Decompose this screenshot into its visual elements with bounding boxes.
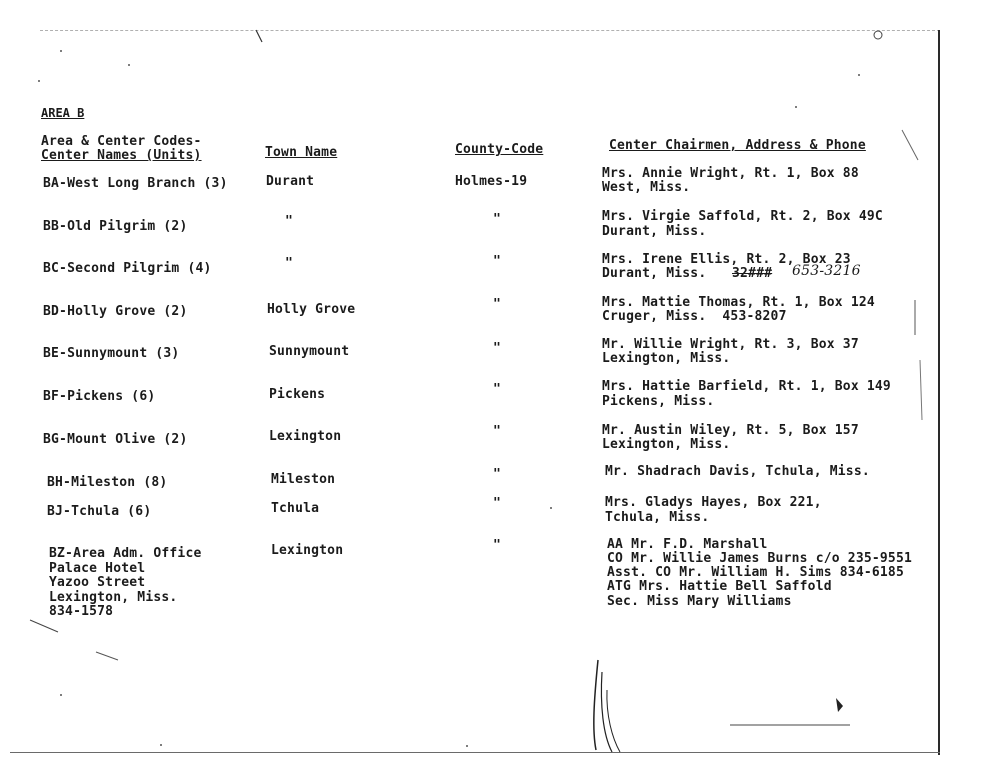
county-ditto-mark: " xyxy=(493,254,501,269)
office-phone: 834-1578 xyxy=(49,604,114,619)
office-staff-line: Sec. Miss Mary Williams xyxy=(607,594,792,609)
town-name: Durant xyxy=(266,174,315,189)
header-center-chairmen: Center Chairmen, Address & Phone xyxy=(609,138,866,153)
town-name: Holly Grove xyxy=(267,302,356,317)
county-ditto-mark: " xyxy=(493,212,501,227)
office-staff-line: Asst. CO Mr. William H. Sims 834-6185 xyxy=(607,565,904,580)
header-town-name: Town Name xyxy=(265,145,338,160)
town-name: Tchula xyxy=(271,501,320,516)
area-title: AREA B xyxy=(41,106,85,120)
chairman-line-2: Tchula, Miss. xyxy=(605,510,710,525)
office-address-line: Lexington, Miss. xyxy=(49,590,178,605)
chairman-line-2: West, Miss. xyxy=(602,180,691,195)
center-name: BE-Sunnymount (3) xyxy=(43,346,180,361)
chairman-line-1: Mrs. Hattie Barfield, Rt. 1, Box 149 xyxy=(602,379,891,394)
center-name: BD-Holly Grove (2) xyxy=(43,304,188,319)
header-center-names: Center Names (Units) xyxy=(41,148,202,163)
speck xyxy=(466,745,468,747)
town-name: Pickens xyxy=(269,387,326,402)
chairman-line-2: Lexington, Miss. xyxy=(602,351,731,366)
center-name: BC-Second Pilgrim (4) xyxy=(43,261,212,276)
chairman-line-1: Mrs. Virgie Saffold, Rt. 2, Box 49C xyxy=(602,209,883,224)
speck xyxy=(60,694,62,696)
chairman-line-2: Pickens, Miss. xyxy=(602,394,715,409)
chairman-line-1: Mrs. Gladys Hayes, Box 221, xyxy=(605,495,822,510)
header-county-code: County-Code xyxy=(455,142,544,157)
office-name: BZ-Area Adm. Office xyxy=(49,546,202,561)
county-ditto-mark: " xyxy=(493,496,501,511)
center-name: BG-Mount Olive (2) xyxy=(43,432,188,447)
center-name: BA-West Long Branch (3) xyxy=(43,176,228,191)
county-ditto-mark: " xyxy=(493,382,501,397)
county-ditto-mark: " xyxy=(493,467,501,482)
town-name: Lexington xyxy=(271,543,344,558)
chairman-line-1: Mrs. Annie Wright, Rt. 1, Box 88 xyxy=(602,166,859,181)
speck xyxy=(858,74,860,76)
town-name: Sunnymount xyxy=(269,344,350,359)
header-area-codes: Area & Center Codes- xyxy=(41,134,202,149)
speck xyxy=(128,64,130,66)
handwritten-phone: 653-3216 xyxy=(792,263,861,279)
town-name: Mileston xyxy=(271,472,336,487)
town-name: Lexington xyxy=(269,429,342,444)
center-name: BJ-Tchula (6) xyxy=(47,504,152,519)
speck xyxy=(160,744,162,746)
center-name: BF-Pickens (6) xyxy=(43,389,156,404)
center-name: BB-Old Pilgrim (2) xyxy=(43,219,188,234)
chairman-line-2: Lexington, Miss. xyxy=(602,437,731,452)
county-ditto-mark: " xyxy=(493,424,501,439)
town-ditto-mark: " xyxy=(285,256,293,271)
speck xyxy=(60,50,62,52)
struck-phone: 32### xyxy=(732,266,773,281)
county-ditto-mark: " xyxy=(493,538,501,553)
chairman-line-1: Mr. Shadrach Davis, Tchula, Miss. xyxy=(605,464,870,479)
speck xyxy=(38,80,40,82)
chairman-line-2: Durant, Miss. xyxy=(602,224,707,239)
office-staff-line: ATG Mrs. Hattie Bell Saffold xyxy=(607,579,832,594)
office-address-line: Yazoo Street xyxy=(49,575,146,590)
speck xyxy=(795,106,797,108)
town-ditto-mark: " xyxy=(285,214,293,229)
office-staff-line: CO Mr. Willie James Burns c/o 235-9551 xyxy=(607,551,913,566)
county-ditto-mark: " xyxy=(493,341,501,356)
chairman-line-1: Mr. Austin Wiley, Rt. 5, Box 157 xyxy=(602,423,859,438)
chairman-line-1: Mrs. Mattie Thomas, Rt. 1, Box 124 xyxy=(602,295,875,310)
chairman-line-2: Durant, Miss. xyxy=(602,266,707,281)
center-name: BH-Mileston (8) xyxy=(47,475,168,490)
chairman-line-2: Cruger, Miss. 453-8207 xyxy=(602,309,787,324)
county-ditto-mark: " xyxy=(493,297,501,312)
speck xyxy=(550,507,552,509)
office-address-line: Palace Hotel xyxy=(49,561,146,576)
county-code: Holmes-19 xyxy=(455,174,528,189)
chairman-line-1: Mrs. Irene Ellis, Rt. 2, Box 23 xyxy=(602,252,851,267)
office-staff-line: AA Mr. F.D. Marshall xyxy=(607,537,768,552)
chairman-line-1: Mr. Willie Wright, Rt. 3, Box 37 xyxy=(602,337,859,352)
